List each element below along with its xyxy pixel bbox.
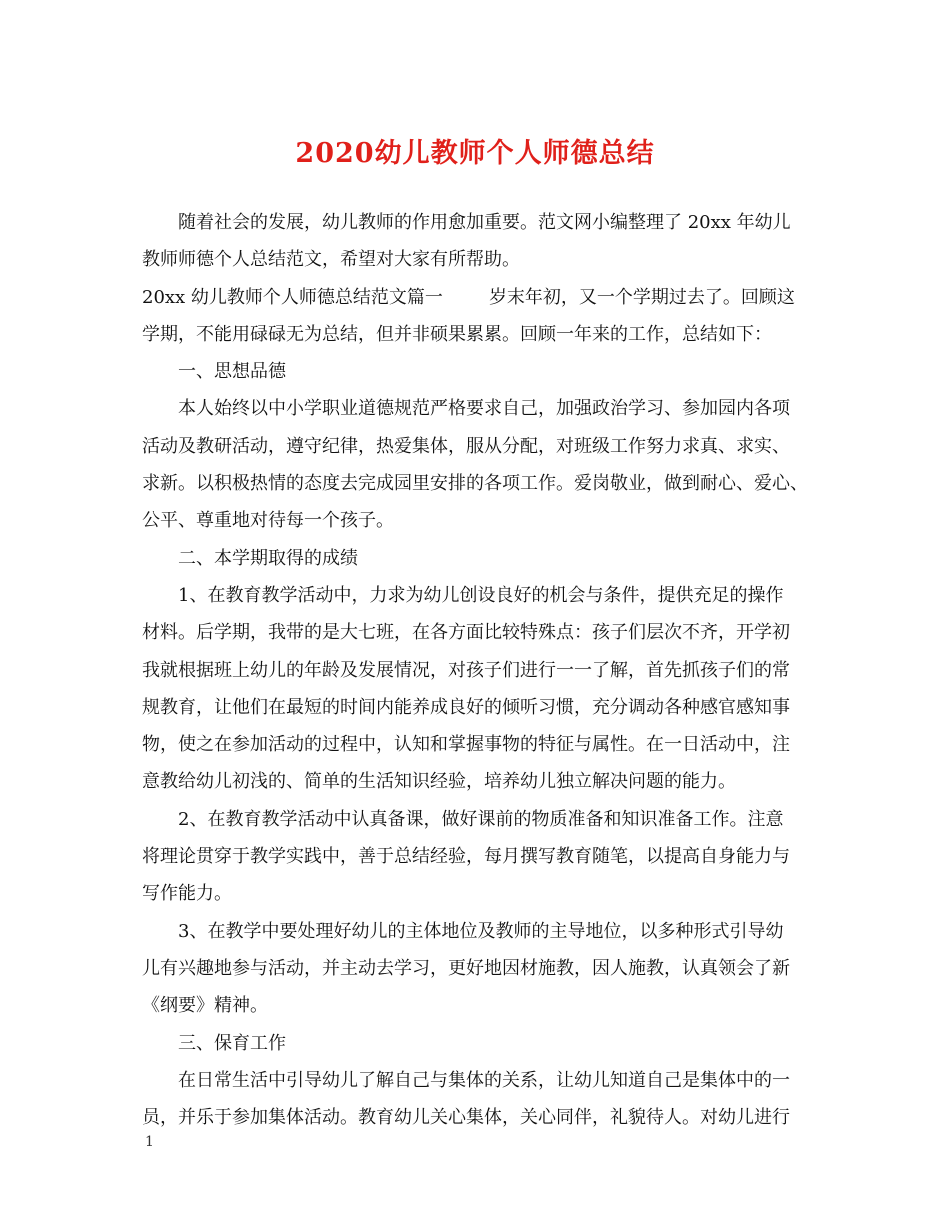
paragraph-line: 材料。后学期，我带的是大七班，在各方面比较特殊点：孩子们层次不齐，开学初 <box>142 622 790 644</box>
paragraph-line: 儿有兴趣地参与活动，并主动去学习，更好地因材施教，因人施教，认真领会了新 <box>142 957 790 979</box>
paragraph-line: 物，使之在参加活动的过程中，认知和掌握事物的特征与属性。在一日活动中，注 <box>142 734 790 756</box>
paragraph-line: 随着社会的发展，幼儿教师的作用愈加重要。范文网小编整理了 20xx 年幼儿 <box>178 212 791 233</box>
paragraph-line: 教师师德个人总结范文，希望对大家有所帮助。 <box>142 249 520 271</box>
paragraph-line: 求新。以积极热情的态度去完成园里安排的各项工作。爱岗敬业，做到耐心、爱心、 <box>142 473 808 495</box>
paragraph-line <box>142 279 822 316</box>
section-heading: 三、保育工作 <box>178 1032 286 1054</box>
document-title: 2020幼儿教师个人师德总结 <box>295 138 655 169</box>
paragraph-line: 写作能力。 <box>142 883 232 905</box>
paragraph-line: 规教育，让他们在最短的时间内能养成良好的倾听习惯，充分调动各种感官感知事 <box>142 696 790 718</box>
paragraph-line: 员，并乐于参加集体活动。教育幼儿关心集体，关心同伴，礼貌待人。对幼儿进行 <box>142 1107 790 1129</box>
paragraph-line: 我就根据班上幼儿的年龄及发展情况，对孩子们进行一一了解，首先抓孩子们的常 <box>142 659 790 681</box>
paragraph-line: 学期，不能用碌碌无为总结，但并非硕果累累。回顾一年来的工作，总结如下： <box>142 323 772 345</box>
section-heading: 一、思想品德 <box>178 361 286 383</box>
article-heading: 20xx 幼儿教师个人师德总结范文篇一 <box>142 286 443 308</box>
page-number: 1 <box>145 1134 154 1150</box>
paragraph-line: 本人始终以中小学职业道德规范严格要求自己，加强政治学习、参加园内各项 <box>178 398 790 420</box>
paragraph-line: 1、在教育教学活动中，力求为幼儿创设良好的机会与条件，提供充足的操作 <box>178 584 784 606</box>
paragraph-line: 活动及教研活动，遵守纪律，热爱集体，服从分配，对班级工作努力求真、求实、 <box>142 435 790 457</box>
paragraph-line: 3、在教学中要处理好幼儿的主体地位及教师的主导地位，以多种形式引导幼 <box>178 920 784 942</box>
paragraph-line: 2、在教育教学活动中认真备课，做好课前的物质准备和知识准备工作。注意 <box>178 808 784 830</box>
paragraph-line: 在日常生活中引导幼儿了解自己与集体的关系，让幼儿知道自己是集体中的一 <box>178 1069 790 1091</box>
paragraph-line: 意教给幼儿初浅的、简单的生活知识经验，培养幼儿独立解决问题的能力。 <box>142 771 736 793</box>
paragraph-text: 岁末年初，又一个学期过去了。回顾这 <box>488 286 795 308</box>
paragraph-line: 将理论贯穿于教学实践中，善于总结经验，每月撰写教育随笔，以提高自身能力与 <box>142 846 790 868</box>
section-heading: 二、本学期取得的成绩 <box>178 547 358 569</box>
paragraph-line: 公平、尊重地对待每一个孩子。 <box>142 510 394 532</box>
paragraph-line: 《纲要》精神。 <box>142 995 268 1017</box>
document-body <box>142 204 822 1136</box>
